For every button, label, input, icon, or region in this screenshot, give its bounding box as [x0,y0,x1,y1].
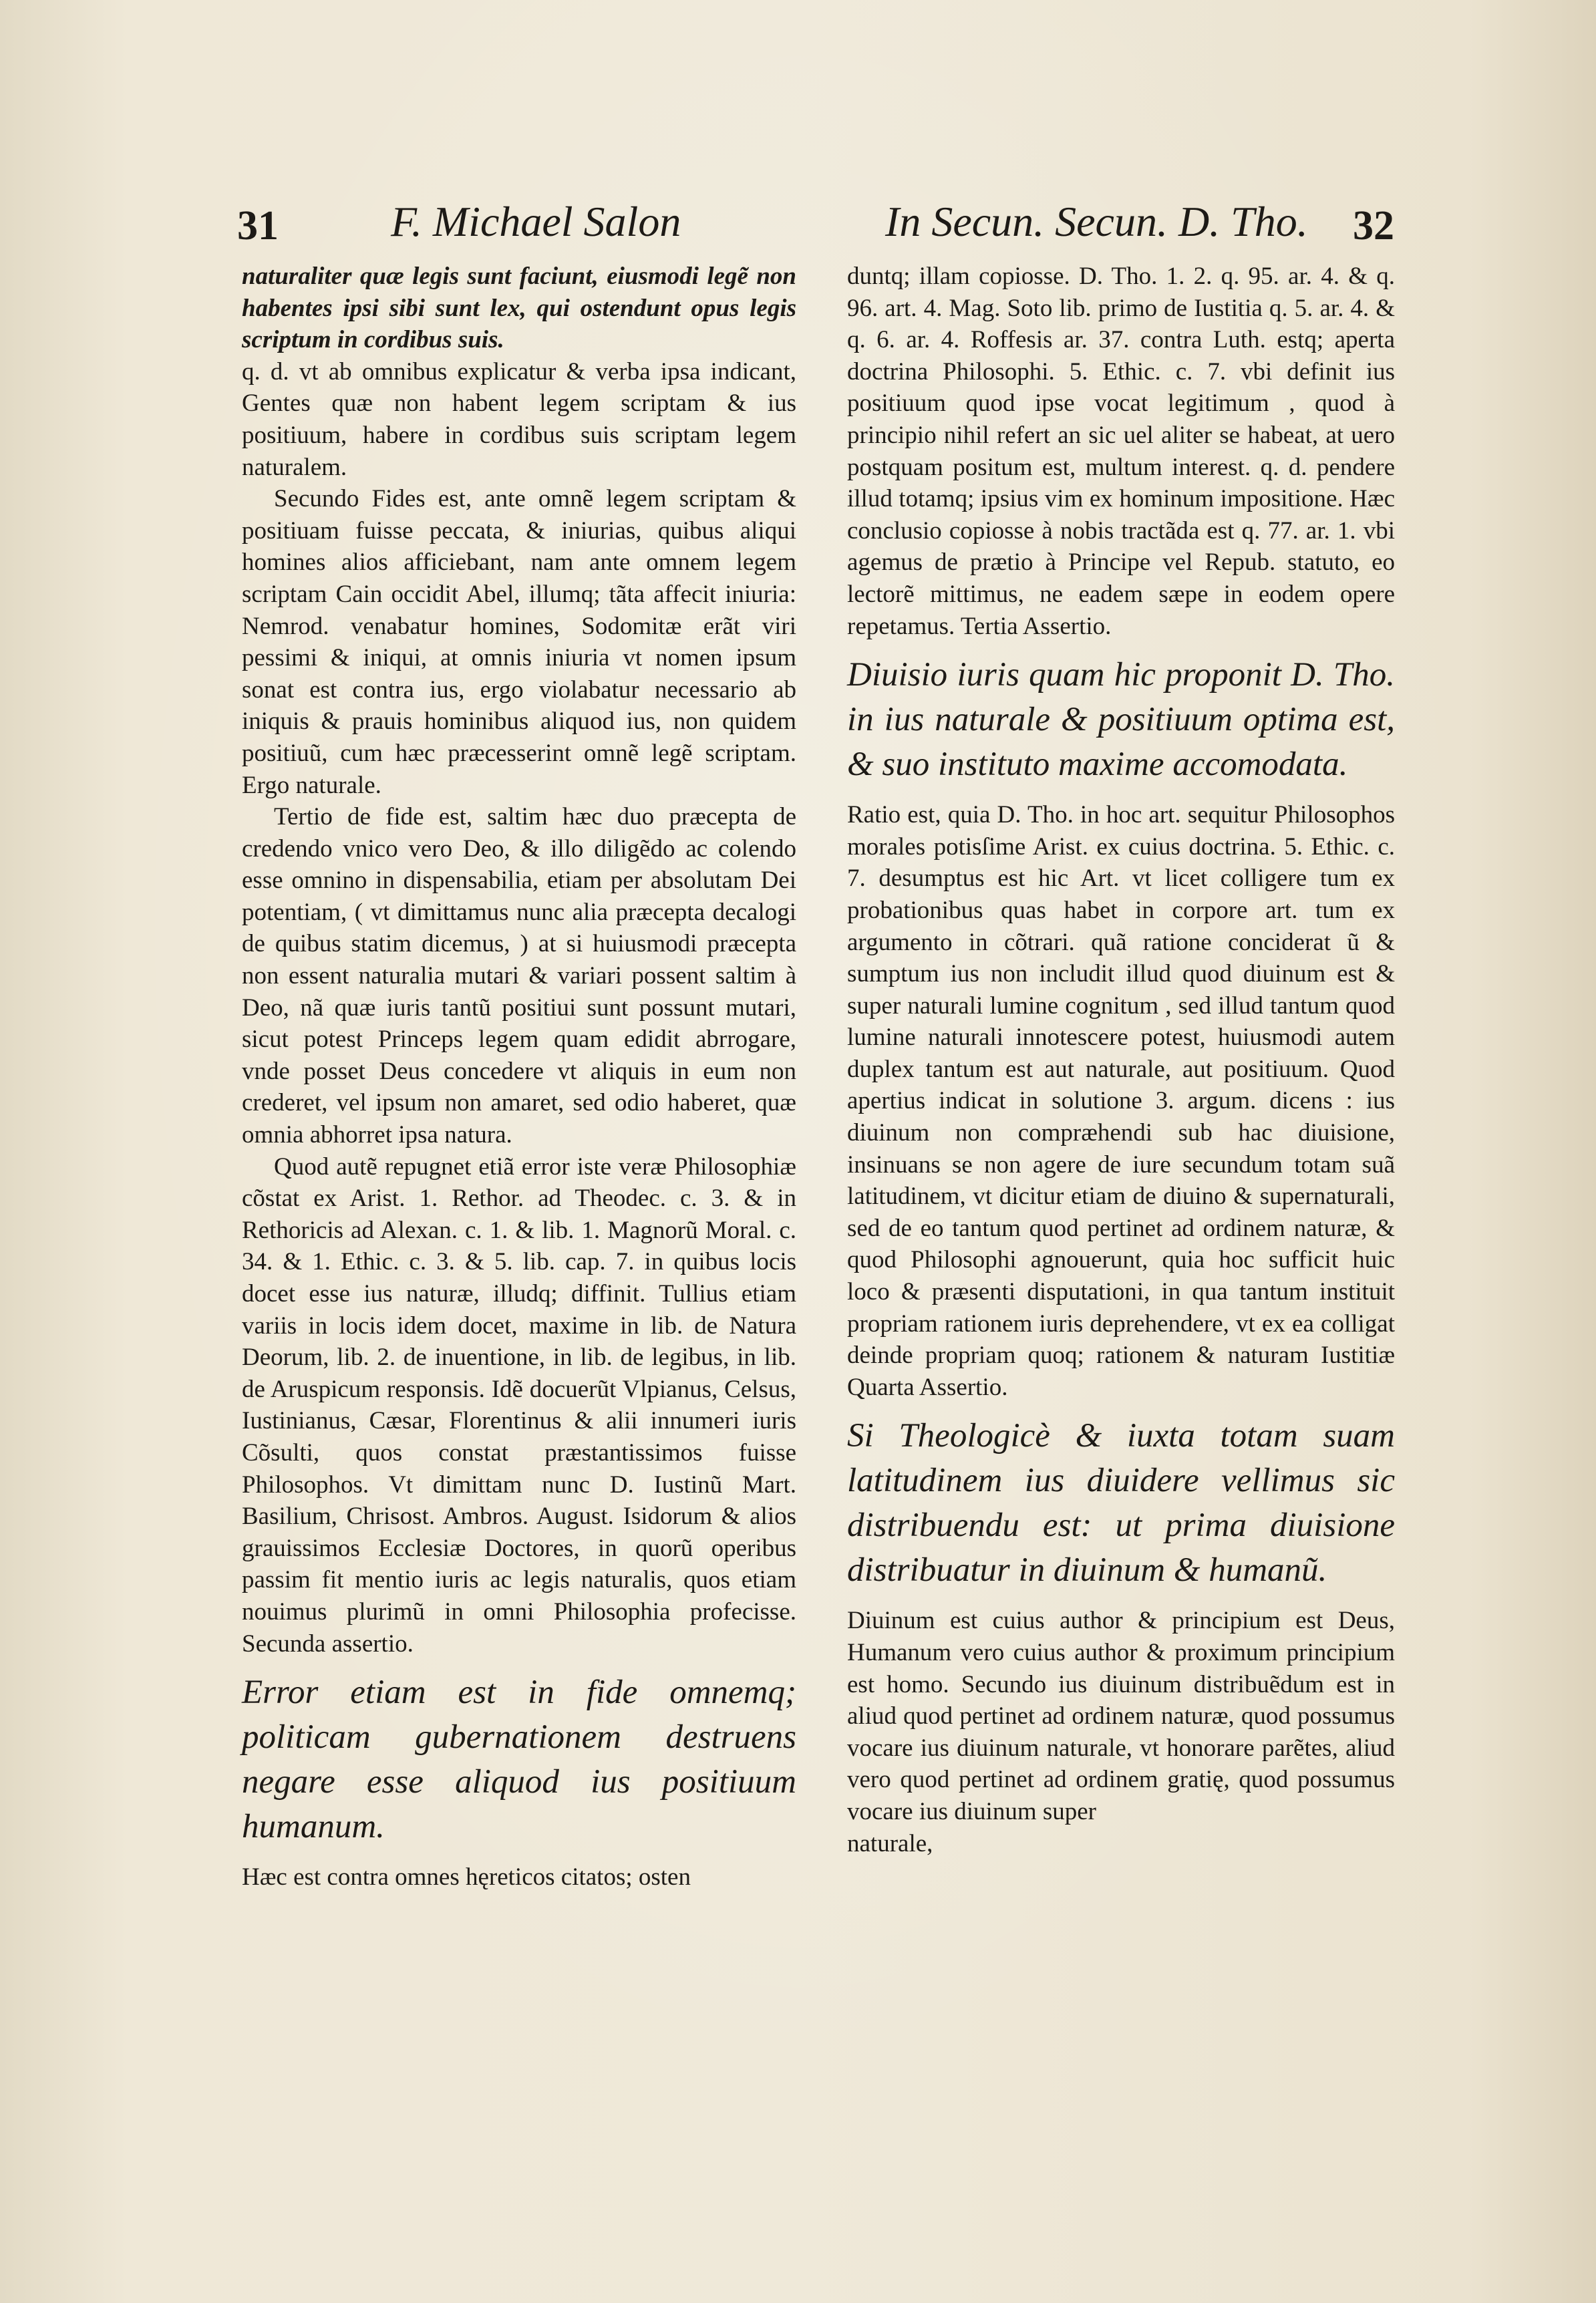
paragraph: Hæc est contra omnes hęreticos citatos; osten [242,1863,691,1891]
left-page-number: 31 [237,203,279,249]
running-header [0,197,1596,257]
left-running-head: F. Michael Salon [391,198,681,245]
right-running-head: In Secun. Secun. D. Tho. [885,198,1308,245]
paragraph: q. d. vt ab omnibus explicatur & verba ipsa indicant, Gentes quæ non habent legem scriptam & ius positiuum, habere in cordibus suis scriptam legem naturalem. [242,357,796,481]
paragraph: Ratio est, quia D. Tho. in hoc art. sequitur Philosophos morales potisſime Arist. ex cuius doctrina. 5. Ethic. c. 7. desumptus est hic Art. vt licet colligere tum ex probationibus quas habet in corpore art. tum ex argumento in cõtrari. quã ratione conciderat ũ & sumptum ius non includit illud quod diuinum est & super naturali lumine cognitum , sed illud tantum quod lumine naturali innotescere potest, huiusmodi autem duplex tantum est aut naturale, aut positiuum. Quod apertius indicat in solutione 3. argum. dicens : ius diuinum non compræhendi sub hac diuisione, insinuans se non agere de iure secundum totam suã latitudinem, vt dicitur etiam de diuino & supernaturali, sed de eo tantum quod pertinet ad ordinem naturæ, & quod Philosophi agnouerunt, quia hoc sufficit huic loco & præsenti disputationi, in qua tantum instituit propriam rationem iuris deprehendere, vt ex ea colligat deinde propriam quoq; rationem & naturam Iustitiæ Quarta Assertio. [847,801,1395,1401]
right-text-column [847,261,1395,1859]
assertion-heading: Error etiam est in fide omnemq; politicam gubernationem destruens negare esse aliquod ius positiuum humanum. [242,1674,796,1846]
assertion-heading: Si Theologicè & iuxta totam suam latitudinem ius diuidere vellimus sic distribuendu est: ut prima diuisione distribuatur in diuinum & humanũ. [847,1417,1395,1589]
paragraph: Diuinum est cuius author & principium est Deus, Humanum vero cuius author & proximum principium est homo. Secundo ius diuinum distribuẽdum est in aliud quod pertinet ad ordinem naturæ, quod possumus vocare ius diuinum naturale, vt honorare parẽtes, aliud vero quod pertinet ad ordinem gratię, quod possumus vocare ius diuinum super [847,1607,1395,1825]
paragraph: Tertio de fide est, saltim hæc duo præcepta de credendo vnico vero Deo, & illo diligẽdo ac colendo esse omnino in dispensabilia, etiam per absolutam Dei potentiam, ( vt dimittamus nunc alia præcepta decalogi de quibus statim dicemus, ) at si huiusmodi præcepta non essent naturalia mutari & variari possent saltim à Deo, nã quæ iuris tantũ positiui sunt possunt mutari, sicut potest Princeps legem quam edidit abrrogare, vnde posset Deus concedere vt aliquis in eum non crederet, vel ipsum non amaret, sed odio haberet, quæ omnia abhorret ipsa natura. [242,803,796,1149]
catchword: naturale, [847,1829,933,1857]
paragraph: Secundo Fides est, ante omnẽ legem scriptam & positiuam fuisse peccata, & iniurias, quibus aliqui homines alios afficiebant, nam ante omnem legem scriptam Cain occidit Abel, illumq; tãta affecit iniuria: Nemrod. venabatur homines, Sodomitæ erãt viri pessimi & iniqui, at omnis iniuria vt nomen ipsum sonat est contra ius, ergo violabatur necessario ab iniquis & prauis hominibus aliquod ius, non quidem positiuũ, cum hæc præcesserint omnẽ legẽ scriptam. Ergo naturale. [242,485,796,799]
paragraph: naturaliter quæ legis sunt faciunt, eiusmodi legẽ non habentes ipsi sibi sunt lex, qui ostendunt opus legis scriptum in cordibus suis. [242,263,796,354]
paragraph: Quod autẽ repugnet etiã error iste veræ Philosophiæ cõstat ex Arist. 1. Rethor. ad Theodec. c. 3. & in Rethoricis ad Alexan. c. 1. & lib. 1. Magnorũ Moral. c. 34. & 1. Ethic. c. 3. & 5. lib. cap. 7. in quibus locis docet esse ius naturæ, illudq; diffinit. Tullius etiam variis in locis idem docet, maxime in lib. de Natura Deorum, lib. 2. de inuentione, in lib. de legibus, in lib. de Aruspicum responsis. Idẽ docuerũt Vlpianus, Celsus, Iustinianus, Cæsar, Florentinus & alii innumeri iuris Cõsulti, quos constat præstantissimos fuisse Philosophos. Vt dimittam nunc D. Iustinũ Mart. Basilium, Chrisost. Ambros. August. Isidorum & alios grauissimos Ecclesiæ Doctores, in quorũ operibus passim fit mentio iuris ac legis naturalis, quos etiam nouimus plurimũ in omni Philosophia profecisse. Secunda assertio. [242,1153,796,1658]
paragraph: duntq; illam copiosse. D. Tho. 1. 2. q. 95. ar. 4. & q. 96. art. 4. Mag. Soto lib. primo de Iustitia q. 5. ar. 4. & q. 6. ar. 4. Roffesis ar. 37. contra Luth. estq; aperta doctrina Philosophi. 5. Ethic. c. 7. vbi definit ius positiuum quod ipse vocat legitimum , quod à principio nihil refert an sic uel aliter se habeat, at uero postquam positum est, multum interest. q. d. pendere illud totamq; ipsius vim ex hominum impositione. Hæc conclusio copiosse à nobis tractãda est q. 77. ar. 1. vbi agemus de prætio à Principe vel Repub. statuto, eo lectorẽ mittimus, ne eadem sæpe in eodem opere repetamus. Tertia Assertio. [847,263,1395,640]
assertion-heading: Diuisio iuris quam hic proponit D. Tho. in ius naturale & positiuum optima est, & suo instituto maxime accomodata. [847,656,1395,784]
right-page-number: 32 [1353,203,1394,249]
left-text-column [242,261,796,1893]
